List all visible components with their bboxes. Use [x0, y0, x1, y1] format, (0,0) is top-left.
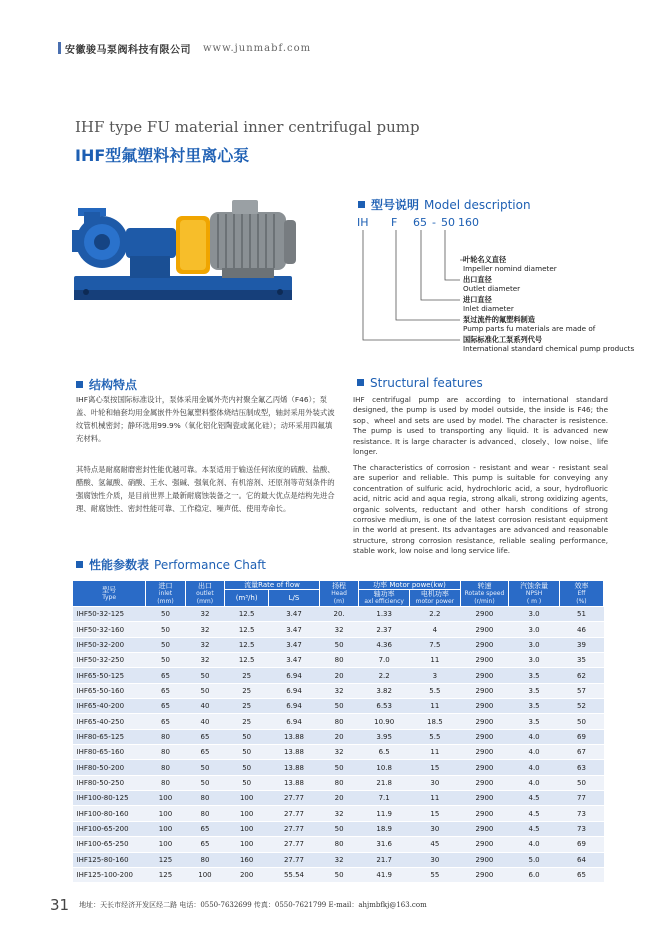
- table-cell: 52: [559, 699, 603, 714]
- table-cell: 41.9: [359, 867, 410, 882]
- table-row: [73, 867, 604, 882]
- legend-inlet: 进口直径 Inlet diameter: [463, 295, 514, 313]
- table-cell: 57: [559, 683, 603, 698]
- table-cell: 50: [185, 775, 224, 790]
- table-cell: 3.95: [359, 729, 410, 744]
- table-cell: 2900: [460, 806, 508, 821]
- table-cell: 50: [146, 653, 185, 668]
- table-cell: 100: [225, 806, 269, 821]
- table-cell: 27.77: [269, 837, 320, 852]
- table-row: [73, 637, 604, 652]
- table-cell: 13.88: [269, 760, 320, 775]
- table-cell: 3.5: [509, 668, 560, 683]
- table-cell: 25: [225, 714, 269, 729]
- table-cell: IHF80-65-125: [73, 729, 146, 744]
- table-cell: 5.5: [410, 683, 461, 698]
- page-footer: [50, 896, 427, 914]
- table-cell: 50: [146, 622, 185, 637]
- table-cell: 20.: [319, 607, 358, 622]
- table-cell: 12.5: [225, 622, 269, 637]
- table-cell: 80: [319, 775, 358, 790]
- bearing-housing: [126, 228, 176, 258]
- table-cell: IHF125-100-200: [73, 867, 146, 882]
- table-cell: 13.88: [269, 775, 320, 790]
- col-motor-power: 电机功率 motor power: [410, 590, 461, 607]
- table-cell: IHF100-80-160: [73, 806, 146, 821]
- table-cell: 3.0: [509, 637, 560, 652]
- table-cell: 100: [225, 821, 269, 836]
- table-cell: 11.9: [359, 806, 410, 821]
- table-cell: 100: [146, 806, 185, 821]
- table-cell: 50: [319, 760, 358, 775]
- table-cell: 69: [559, 837, 603, 852]
- table-cell: 4.0: [509, 760, 560, 775]
- table-row: [73, 714, 604, 729]
- table-cell: 80: [185, 791, 224, 806]
- table-cell: 6.0: [509, 867, 560, 882]
- table-cell: 32: [319, 852, 358, 867]
- table-cell: 11: [410, 791, 461, 806]
- performance-table: [72, 580, 604, 883]
- table-cell: 13.88: [269, 729, 320, 744]
- table-row: [73, 668, 604, 683]
- table-cell: 13.88: [269, 745, 320, 760]
- structure-en-para1: IHF centrifugal pump are according to international standard designed, the pump is used by model outside, the inside is F46; the sop、wheel and sets are used by model. The character is resistence. The pump is used to transporting any liquid. It is advanced new resistance. It is large character is advanced、closely、low noise、life longer.: [353, 395, 608, 457]
- table-cell: 80: [185, 852, 224, 867]
- table-cell: 65: [185, 729, 224, 744]
- table-cell: 80: [319, 837, 358, 852]
- table-cell: 32: [185, 637, 224, 652]
- structure-cn-para2: 其特点是耐腐耐磨密封性能优越可靠。本泵适用于输送任何浓度的硫酸、盐酸、醋酸、氢氟酸、硝酸、王水、强碱、强氧化剂、有机溶剂、还原剂等苛刻条件的强腐蚀性介质，是目前世界上最新耐腐蚀装备之一。它的最大优点是结构先进合理、耐腐蚀性、密封性能可靠、工作稳定、噪声低、使用寿命长。: [76, 465, 335, 513]
- table-cell: 65: [185, 821, 224, 836]
- table-cell: 3.82: [359, 683, 410, 698]
- table-cell: 80: [146, 729, 185, 744]
- table-row: [73, 837, 604, 852]
- table-cell: 3.47: [269, 622, 320, 637]
- table-cell: 2900: [460, 760, 508, 775]
- page-header: [58, 40, 311, 56]
- table-cell: 32: [185, 653, 224, 668]
- table-cell: 4.0: [509, 775, 560, 790]
- table-cell: 50: [559, 775, 603, 790]
- model-code-part: 50: [441, 216, 455, 229]
- table-cell: 2900: [460, 867, 508, 882]
- table-cell: 65: [185, 837, 224, 852]
- table-cell: 6.53: [359, 699, 410, 714]
- table-cell: 100: [146, 791, 185, 806]
- table-cell: 1.33: [359, 607, 410, 622]
- table-cell: 4.0: [509, 729, 560, 744]
- table-cell: 2900: [460, 714, 508, 729]
- legend-material: 泵过流件的氟塑料制造 Pump parts fu materials are made of: [463, 315, 596, 333]
- table-row: [73, 653, 604, 668]
- table-row: [73, 607, 604, 622]
- structure-cn-heading: 结构特点: [76, 376, 137, 393]
- table-cell: 30: [410, 775, 461, 790]
- table-cell: IHF100-65-200: [73, 821, 146, 836]
- section-bullet-icon: [357, 379, 364, 386]
- table-row: [73, 760, 604, 775]
- table-cell: 2900: [460, 637, 508, 652]
- table-cell: 73: [559, 821, 603, 836]
- structure-en-heading: Structural features: [357, 376, 483, 390]
- table-cell: 4.0: [509, 837, 560, 852]
- col-eff: 效率 Eff (%): [559, 581, 603, 607]
- table-cell: IHF65-40-200: [73, 699, 146, 714]
- table-cell: 35: [559, 653, 603, 668]
- performance-heading: 性能参数表 Performance Chaft: [76, 556, 266, 573]
- table-cell: 2.2: [359, 668, 410, 683]
- table-cell: 50: [185, 668, 224, 683]
- table-cell: 32: [185, 607, 224, 622]
- table-cell: 39: [559, 637, 603, 652]
- table-cell: IHF65-50-125: [73, 668, 146, 683]
- pump-illustration: [72, 190, 302, 320]
- table-cell: 50: [225, 745, 269, 760]
- table-row: [73, 683, 604, 698]
- table-cell: IHF50-32-125: [73, 607, 146, 622]
- table-cell: 73: [559, 806, 603, 821]
- table-cell: 3.0: [509, 653, 560, 668]
- table-cell: 50: [319, 821, 358, 836]
- table-cell: 10.8: [359, 760, 410, 775]
- table-cell: 80: [185, 806, 224, 821]
- table-cell: 12.5: [225, 653, 269, 668]
- col-flow-ls: L/S: [269, 590, 320, 607]
- table-cell: 25: [225, 668, 269, 683]
- table-cell: 100: [225, 837, 269, 852]
- table-cell: 160: [225, 852, 269, 867]
- table-cell: IHF50-32-160: [73, 622, 146, 637]
- col-flow: 流量Rate of flow: [225, 581, 320, 590]
- table-cell: 80: [319, 653, 358, 668]
- col-npsh: 汽蚀余量 NPSH ( m ): [509, 581, 560, 607]
- table-cell: 2900: [460, 699, 508, 714]
- table-cell: 125: [146, 852, 185, 867]
- table-cell: 2900: [460, 837, 508, 852]
- table-cell: 2900: [460, 683, 508, 698]
- col-flow-m3h: (m³/h): [225, 590, 269, 607]
- table-cell: 100: [225, 791, 269, 806]
- table-cell: 12.5: [225, 637, 269, 652]
- table-cell: 3.5: [509, 683, 560, 698]
- table-cell: 40: [185, 699, 224, 714]
- table-cell: 4.5: [509, 806, 560, 821]
- table-cell: 15: [410, 760, 461, 775]
- col-model: 型号 Type: [73, 581, 146, 607]
- table-cell: 2900: [460, 745, 508, 760]
- table-cell: 64: [559, 852, 603, 867]
- table-cell: 27.77: [269, 821, 320, 836]
- company-name: 安徽骏马泵阀科技有限公司: [65, 44, 191, 56]
- table-cell: 25: [225, 683, 269, 698]
- table-cell: 50: [319, 867, 358, 882]
- table-cell: 65: [146, 714, 185, 729]
- legend-impeller: 叶轮名义直径 Impeller nomind diameter: [463, 255, 557, 273]
- legend-series: 国际标准化工泵系列代号 International standard chemical pump products: [463, 335, 635, 353]
- table-cell: 2900: [460, 607, 508, 622]
- table-cell: 7.5: [410, 637, 461, 652]
- model-code-part: F: [391, 216, 398, 229]
- table-cell: 65: [185, 745, 224, 760]
- table-cell: 6.94: [269, 714, 320, 729]
- table-cell: 50: [225, 729, 269, 744]
- table-cell: 30: [410, 852, 461, 867]
- table-cell: 2900: [460, 775, 508, 790]
- table-cell: 11: [410, 745, 461, 760]
- table-cell: 55.54: [269, 867, 320, 882]
- table-cell: 31.6: [359, 837, 410, 852]
- company-website: www.junmabf.com: [203, 42, 312, 54]
- table-cell: IHF80-50-200: [73, 760, 146, 775]
- table-row: [73, 821, 604, 836]
- table-cell: 6.94: [269, 699, 320, 714]
- table-cell: 65: [146, 683, 185, 698]
- table-cell: 55: [410, 867, 461, 882]
- table-cell: 63: [559, 760, 603, 775]
- title-english: IHF type FU material inner centrifugal pump: [75, 118, 420, 136]
- table-cell: 50: [146, 607, 185, 622]
- footer-contact: 地址：天长市经济开发区经二路 电话：0550-7632699 传真：0550-7621799 E-mail：ahjmbfkj@163.com: [79, 901, 427, 909]
- table-cell: 3: [410, 668, 461, 683]
- table-row: [73, 699, 604, 714]
- table-cell: 100: [146, 837, 185, 852]
- table-cell: 65: [146, 699, 185, 714]
- table-cell: 67: [559, 745, 603, 760]
- table-cell: 2900: [460, 821, 508, 836]
- table-cell: 3.47: [269, 607, 320, 622]
- table-cell: 10.90: [359, 714, 410, 729]
- table-row: [73, 806, 604, 821]
- table-cell: 21.7: [359, 852, 410, 867]
- table-cell: 27.77: [269, 852, 320, 867]
- table-cell: IHF50-32-200: [73, 637, 146, 652]
- col-speed: 转速 Rotate speed (r/min): [460, 581, 508, 607]
- section-bullet-icon: [76, 381, 83, 388]
- title-chinese: IHF型氟塑料衬里离心泵: [75, 146, 250, 165]
- table-cell: 25: [225, 699, 269, 714]
- table-cell: 3.47: [269, 653, 320, 668]
- table-cell: 3.5: [509, 714, 560, 729]
- table-cell: 50: [319, 637, 358, 652]
- table-cell: 32: [319, 622, 358, 637]
- structure-cn-para1: IHF离心泵按国际标准设计，泵体采用金属外壳内衬聚全氟乙丙烯（F46）；泵盖、叶轮和轴套均用金属嵌件外包氟塑料整体烧结压制成型，轴封采用外装式波纹管机械密封；静环选用99.9%（氧化铝化铝陶瓷或氮化硅）；动环采用四氟填充材料。: [76, 395, 335, 443]
- legend-outlet: 出口直径 Outlet diameter: [463, 275, 521, 293]
- table-cell: 18.5: [410, 714, 461, 729]
- page-number: 31: [50, 896, 70, 914]
- model-code-part: 160: [458, 216, 479, 229]
- table-cell: 51: [559, 607, 603, 622]
- model-code-leader-lines: [355, 228, 465, 348]
- table-cell: 20: [319, 791, 358, 806]
- table-cell: 80: [146, 760, 185, 775]
- table-cell: 11: [410, 653, 461, 668]
- table-cell: 2900: [460, 852, 508, 867]
- table-cell: 50: [185, 760, 224, 775]
- table-row: [73, 729, 604, 744]
- table-cell: 100: [185, 867, 224, 882]
- table-cell: 5.5: [410, 729, 461, 744]
- table-cell: 4: [410, 622, 461, 637]
- table-cell: IHF100-80-125: [73, 791, 146, 806]
- table-cell: 32: [319, 683, 358, 698]
- table-cell: 69: [559, 729, 603, 744]
- table-cell: 65: [146, 668, 185, 683]
- col-head: 扬程 Head (m): [319, 581, 358, 607]
- table-cell: 100: [146, 821, 185, 836]
- col-shaft-power: 轴功率 axl efficiency: [359, 590, 410, 607]
- col-inlet: 进口 inlet (mm): [146, 581, 185, 607]
- section-bullet-icon: [76, 561, 83, 568]
- table-cell: 3.5: [509, 699, 560, 714]
- model-code-part: IH: [357, 216, 369, 229]
- table-row: [73, 622, 604, 637]
- table-cell: 4.36: [359, 637, 410, 652]
- col-power: 功率 Motor powe(kw): [359, 581, 460, 590]
- table-cell: 125: [146, 867, 185, 882]
- table-cell: 12.5: [225, 607, 269, 622]
- table-cell: 65: [559, 867, 603, 882]
- table-cell: 45: [410, 837, 461, 852]
- table-cell: 77: [559, 791, 603, 806]
- table-cell: 32: [319, 806, 358, 821]
- table-cell: 50: [559, 714, 603, 729]
- table-cell: 200: [225, 867, 269, 882]
- table-cell: IHF80-65-160: [73, 745, 146, 760]
- table-cell: 2900: [460, 668, 508, 683]
- table-row: [73, 775, 604, 790]
- table-cell: 50: [225, 760, 269, 775]
- table-cell: 50: [146, 637, 185, 652]
- table-cell: IHF100-65-250: [73, 837, 146, 852]
- table-row: [73, 791, 604, 806]
- table-cell: IHF125-80-160: [73, 852, 146, 867]
- table-cell: 2900: [460, 729, 508, 744]
- table-cell: 2900: [460, 653, 508, 668]
- table-cell: 40: [185, 714, 224, 729]
- table-cell: 6.94: [269, 668, 320, 683]
- table-cell: 15: [410, 806, 461, 821]
- table-cell: 50: [185, 683, 224, 698]
- table-cell: 62: [559, 668, 603, 683]
- table-cell: 2.37: [359, 622, 410, 637]
- col-outlet: 出口 outlet (mm): [185, 581, 224, 607]
- structure-en-para2: The characteristics of corrosion - resistant and wear - resistant seal are superior and reliable. This pump is suitable for conveying any concentration of sulfuric acid, hydrochloric acid, a sour, hydrofluoric acid, nitric acid and aqua regia, strong alkali, strong oxidizing agents, organic solvents, reductant and other harsh conditions of strong corrosive medium, is one of the latest corrosion resistant equipment in the world at present. Its advantages are advanced and reasonable structure, strong corrosion resistance, reliable sealing performance, stable work, low noise and long service life.: [353, 463, 608, 556]
- table-cell: IHF80-50-250: [73, 775, 146, 790]
- table-cell: 3.0: [509, 622, 560, 637]
- table-cell: 2900: [460, 791, 508, 806]
- table-cell: 20: [319, 729, 358, 744]
- table-cell: 80: [146, 775, 185, 790]
- table-cell: 50: [319, 699, 358, 714]
- table-cell: 6.94: [269, 683, 320, 698]
- table-cell: 27.77: [269, 791, 320, 806]
- table-cell: 27.77: [269, 806, 320, 821]
- table-cell: 7.0: [359, 653, 410, 668]
- table-cell: 2.2: [410, 607, 461, 622]
- table-row: [73, 745, 604, 760]
- table-cell: IHF65-50-160: [73, 683, 146, 698]
- table-cell: 6.5: [359, 745, 410, 760]
- table-cell: 20: [319, 668, 358, 683]
- header-accent-bar: [58, 42, 61, 54]
- model-code-part: -: [432, 216, 436, 229]
- table-cell: 3.0: [509, 607, 560, 622]
- table-cell: 80: [146, 745, 185, 760]
- table-cell: 46: [559, 622, 603, 637]
- table-cell: 18.9: [359, 821, 410, 836]
- table-cell: IHF50-32-250: [73, 653, 146, 668]
- table-cell: 50: [225, 775, 269, 790]
- table-cell: IHF65-40-250: [73, 714, 146, 729]
- table-cell: 4.5: [509, 791, 560, 806]
- table-row: [73, 852, 604, 867]
- table-cell: 30: [410, 821, 461, 836]
- model-description-heading: 型号说明 Model description: [358, 196, 531, 213]
- table-cell: 11: [410, 699, 461, 714]
- table-cell: 32: [185, 622, 224, 637]
- table-cell: 3.47: [269, 637, 320, 652]
- table-cell: 7.1: [359, 791, 410, 806]
- model-code-part: 65: [413, 216, 427, 229]
- table-cell: 4.5: [509, 821, 560, 836]
- section-bullet-icon: [358, 201, 365, 208]
- table-cell: 21.8: [359, 775, 410, 790]
- table-cell: 5.0: [509, 852, 560, 867]
- table-cell: 32: [319, 745, 358, 760]
- table-cell: 2900: [460, 622, 508, 637]
- table-cell: 80: [319, 714, 358, 729]
- table-cell: 4.0: [509, 745, 560, 760]
